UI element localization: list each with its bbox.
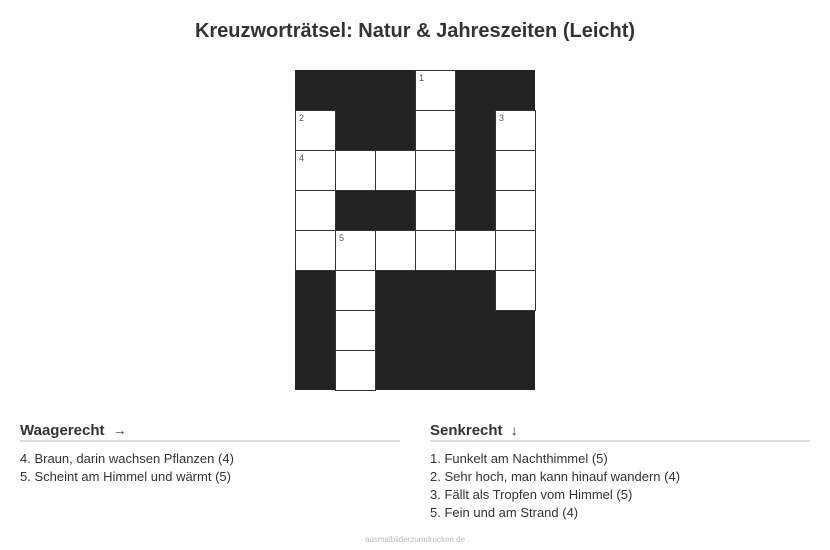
clue-item: 2. Sehr hoch, man kann hinauf wandern (4) (430, 469, 681, 484)
answer-cell[interactable] (495, 190, 536, 231)
across-clue-list (20, 450, 400, 486)
black-cell (375, 350, 415, 390)
answer-cell[interactable] (415, 190, 456, 231)
crossword-grid (295, 70, 535, 390)
answer-cell[interactable] (495, 270, 536, 311)
clue-number: 5 (339, 233, 345, 243)
answer-cell[interactable] (295, 150, 336, 191)
clue-item: 5. Scheint am Himmel und wärmt (5) (20, 469, 231, 484)
answer-cell[interactable] (335, 310, 376, 351)
black-cell (415, 350, 455, 390)
down-arrow-icon: ↓ (510, 422, 518, 438)
answer-cell[interactable] (415, 70, 456, 111)
answer-cell[interactable] (415, 150, 456, 191)
clue-number: 1 (419, 73, 425, 83)
black-cell (335, 190, 375, 230)
black-cell (295, 270, 335, 310)
answer-cell[interactable] (375, 150, 416, 191)
black-cell (455, 70, 495, 110)
down-clue-list (430, 450, 810, 522)
black-cell (455, 310, 495, 350)
black-cell (415, 270, 455, 310)
black-cell (375, 270, 415, 310)
answer-cell[interactable] (495, 110, 536, 151)
footer-watermark: ausmalbilderzumdrucken.de (364, 535, 466, 544)
black-cell (455, 110, 495, 150)
page-title: Kreuzworträtsel: Natur & Jahreszeiten (Leicht) (194, 20, 636, 42)
across-heading-label: Waagerecht (20, 422, 105, 439)
right-arrow-icon: → (112, 422, 127, 438)
answer-cell[interactable] (335, 150, 376, 191)
answer-cell[interactable] (415, 110, 456, 151)
black-cell (455, 270, 495, 310)
black-cell (375, 310, 415, 350)
black-cell (335, 110, 375, 150)
answer-cell[interactable] (375, 230, 416, 271)
black-cell (495, 70, 535, 110)
answer-cell[interactable] (295, 190, 336, 231)
clue-item: 3. Fällt als Tropfen vom Himmel (5) (430, 487, 633, 502)
black-cell (375, 190, 415, 230)
black-cell (295, 310, 335, 350)
black-cell (335, 70, 375, 110)
black-cell (495, 310, 535, 350)
clue-number: 3 (499, 113, 505, 123)
answer-cell[interactable] (295, 230, 336, 271)
answer-cell[interactable] (455, 230, 496, 271)
down-heading-label: Senkrecht (430, 422, 503, 439)
clue-item: 1. Funkelt am Nachthimmel (5) (430, 451, 608, 466)
black-cell (455, 350, 495, 390)
down-clues (430, 422, 810, 522)
answer-cell[interactable] (495, 230, 536, 271)
black-cell (375, 110, 415, 150)
clue-item: 4. Braun, darin wachsen Pflanzen (4) (20, 451, 234, 466)
answer-cell[interactable] (335, 350, 376, 391)
down-heading (430, 422, 810, 442)
black-cell (415, 310, 455, 350)
black-cell (375, 70, 415, 110)
clue-item: 5. Fein und am Strand (4) (430, 505, 579, 520)
clue-number: 4 (299, 153, 305, 163)
answer-cell[interactable] (335, 230, 376, 271)
clue-number: 2 (299, 113, 305, 123)
across-clues (20, 422, 400, 486)
answer-cell[interactable] (295, 110, 336, 151)
black-cell (455, 190, 495, 230)
black-cell (295, 70, 335, 110)
black-cell (455, 150, 495, 190)
black-cell (295, 350, 335, 390)
black-cell (495, 350, 535, 390)
across-heading (20, 422, 400, 442)
answer-cell[interactable] (335, 270, 376, 311)
answer-cell[interactable] (415, 230, 456, 271)
answer-cell[interactable] (495, 150, 536, 191)
